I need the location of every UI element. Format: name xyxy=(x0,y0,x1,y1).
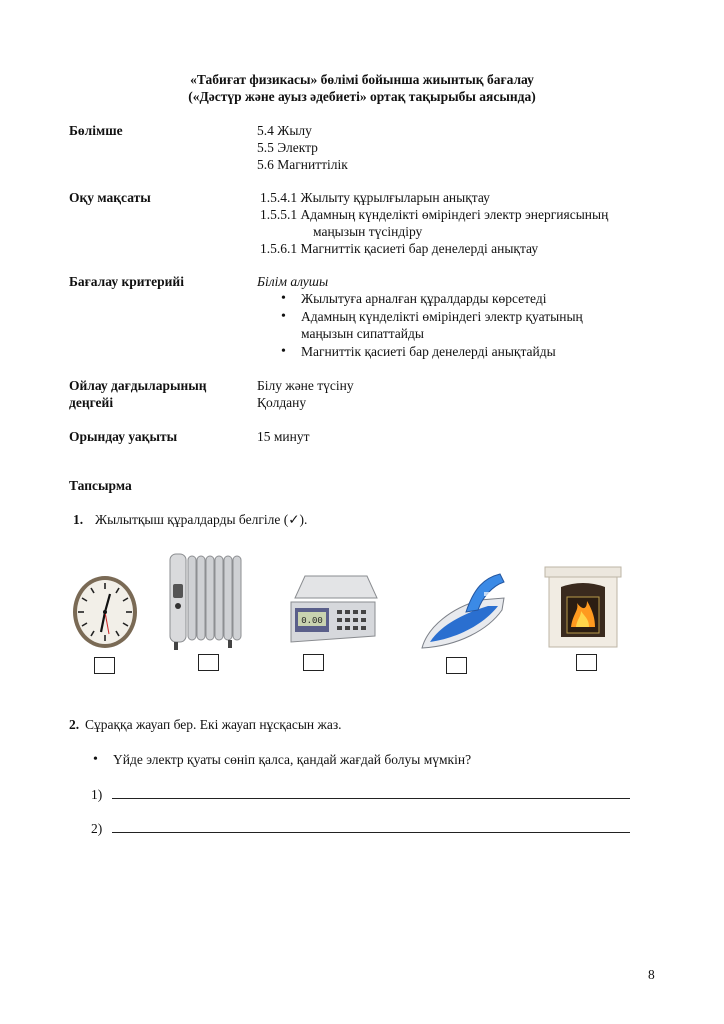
criteria-bullet-continuation: маңызын сипаттайды xyxy=(301,326,424,341)
task-heading: Тапсырма xyxy=(69,478,132,493)
question-2-text: Сұраққа жауап бер. Екі жауап нұсқасын жаз. xyxy=(85,717,342,732)
goal-label: Оқу мақсаты xyxy=(69,190,151,205)
goal-item: 1.5.4.1 Жылыту құрылғыларын анықтау xyxy=(260,190,490,205)
question-2-number: 2. xyxy=(69,717,80,732)
checkbox-digital-scale[interactable] xyxy=(303,654,324,671)
criteria-bullet: • Жылытуға арналған құралдарды көрсетеді xyxy=(301,290,547,307)
clock-image xyxy=(72,574,138,650)
skill-item: Қолдану xyxy=(257,395,307,410)
question-1-text: Жылытқыш құралдарды белгіле (✓). xyxy=(95,512,308,527)
page-number: 8 xyxy=(648,967,655,982)
checkbox-oil-radiator[interactable] xyxy=(198,654,219,671)
checkbox-steam-iron[interactable] xyxy=(446,657,467,674)
skill-item: Білу және түсіну xyxy=(257,378,354,393)
answer-2-line[interactable] xyxy=(112,832,630,833)
question-2-prompt: • Үйде электр қуаты сөніп қалса, қандай жағдай болуы мүмкін? xyxy=(113,751,471,768)
checkbox-clock[interactable] xyxy=(94,657,115,674)
fireplace-image xyxy=(543,565,623,649)
digital-scale-image xyxy=(287,572,379,646)
criteria-label: Бағалау критерийі xyxy=(69,274,184,289)
goal-item-continuation: маңызын түсіндіру xyxy=(313,224,423,239)
question-1-number: 1. xyxy=(73,512,84,527)
svg-text:0.00: 0.00 xyxy=(301,616,323,626)
skills-label: деңгейі xyxy=(69,395,114,410)
skills-label: Ойлау дағдыларының xyxy=(69,378,207,393)
criteria-bullet: • Магниттік қасиеті бар денелерді анықтайды xyxy=(301,343,556,360)
goal-item: 1.5.6.1 Магниттік қасиеті бар денелерді анықтау xyxy=(260,241,539,256)
section-item: 5.4 Жылу xyxy=(257,123,312,138)
section-item: 5.6 Магниттілік xyxy=(257,157,348,172)
document-title-line-2: («Дәстүр және ауыз әдебиеті» ортақ тақырыбы аясында) xyxy=(188,89,536,104)
document-title-line-1: «Табиғат физикасы» бөлімі бойынша жиынтық бағалау xyxy=(190,72,534,87)
section-item: 5.5 Электр xyxy=(257,140,318,155)
oil-radiator-image xyxy=(166,548,244,652)
section-label: Бөлімше xyxy=(69,123,123,138)
criteria-intro: Білім алушы xyxy=(257,274,329,289)
steam-iron-image xyxy=(418,570,506,654)
answer-2-label: 2) xyxy=(91,821,103,836)
answer-1-label: 1) xyxy=(91,787,103,802)
answer-1-line[interactable] xyxy=(112,798,630,799)
goal-item: 1.5.5.1 Адамның күнделікті өміріндегі электр энергиясының xyxy=(260,207,609,222)
time-label: Орындау уақыты xyxy=(69,429,178,444)
criteria-bullet: • Адамның күнделікті өміріндегі электр қуатының xyxy=(301,308,583,325)
checkbox-fireplace[interactable] xyxy=(576,654,597,671)
time-value: 15 минут xyxy=(257,429,310,444)
